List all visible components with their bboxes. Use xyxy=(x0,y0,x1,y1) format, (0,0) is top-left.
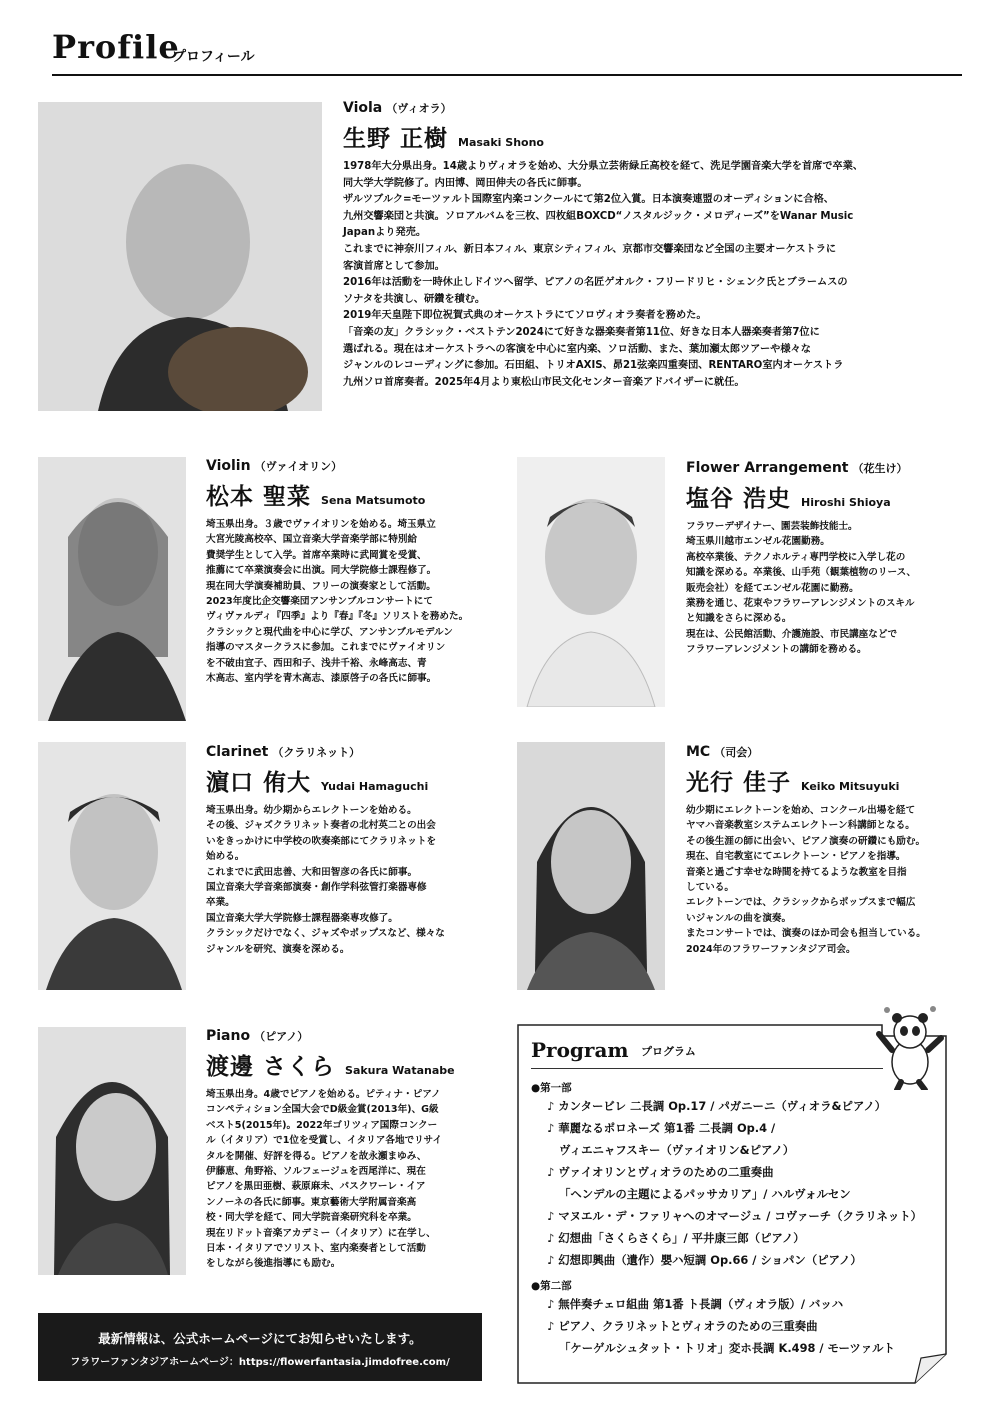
program-item: ヴィエニャフスキー（ヴァイオリン&ピアノ） xyxy=(559,1143,795,1157)
profile-bio: 1978年大分県出身。14歳よりヴィオラを始め、大分県立芸術緑丘高校を経て、洗足学園音楽大学を首席で卒業、 同大学大学院修了。内田博、岡田伸夫の各氏に師事。 ザルツブルク=モーツァルト国際室内楽コンクールにて第2位入賞。日本演奏連盟のオーディションに合格、 九州交響楽団と共演。ソロアルバムを三枚、四枚組BOXCD“ノスタルジック・メロディーズ”をWanar Music Japanより発売。 これまでに神奈川フィル、新日本フィル、東京シティフィル、京都市交響楽団など全国の主要オーケストラに 客演首席として参加。 2016年は活動を一時休止しドイツへ留学、ピアノの名匠ゲオルク・フリードリヒ・シェンク氏とブラームスの ソナタを共演し、研鑽を積む。 2019年天皇陛下即位祝賀式典のオーケストラにてソロヴィオラ奏者を務めた。 「音楽の友」クラシック・ベストテン2024にて好きな器楽奏者第11位、好きな日本人器楽奏者第7位に 選ばれる。現在はオーケストラへの客演を中心に室内楽、ソロ活動、また、葉加瀬太郎ツアーや様々な ジャンルのレコーディングに参加。石田組、トリオAXIS、昴21弦楽四重奏団、RENTARO室内オーケストラ 九州ソロ首席奏者。2025年4月より東松山市民文化センター音楽アドバイザーに就任。 xyxy=(343,161,864,388)
profile-name: 松本 聖菜 xyxy=(206,484,312,510)
program-item: ♪ 華麗なるポロネーズ 第1番 二長調 Op.4 / xyxy=(547,1121,776,1135)
profile-name-en: Hiroshi Shioya xyxy=(801,496,891,509)
portrait-man-viola-image xyxy=(38,102,322,411)
profile-bio: フラワーデザイナー、園芸装飾技能士。 埼玉県川越市エンゼル花園勤務。 高校卒業後、テクノホルティ専門学校に入学し花の 知識を深める。卒業後、山手苑（観葉植物のリース、 販売会社）を経てエンゼル花園に勤務。 業務を通じ、花束やフラワーアレンジメントのスキル と知識をさらに深める。 現在は、公民館活動、介護施設、市民講座などで フラワーアレンジメントの講師を務める。 xyxy=(686,521,917,656)
program-item: 「ヘンデルの主題によるパッサカリア」/ ハルヴォルセン xyxy=(559,1187,851,1201)
program-item: ♪ マヌエル・デ・ファリャへのオマージュ / コヴァーチ（クラリネット） xyxy=(547,1209,923,1223)
panda-mascot-icon xyxy=(875,1004,945,1090)
portrait-woman-mc-image xyxy=(517,742,665,990)
profile-name-en: Yudai Hamaguchi xyxy=(321,780,429,793)
profile-name: 光行 佳子 xyxy=(686,770,792,796)
profile-role: Flower Arrangement （花生け） xyxy=(686,460,908,476)
portrait-young-man-image xyxy=(38,742,186,990)
profile-piano xyxy=(206,1028,496,1272)
profile-role: Piano （ピアノ） xyxy=(206,1028,309,1044)
profile-role: Viola （ヴィオラ） xyxy=(343,100,452,116)
photo-hiroshi-shioya xyxy=(517,457,665,707)
profile-violin xyxy=(206,458,496,686)
footer-url: フラワーファンタジアホームページ：https://flowerfantasia.jimdofree.com/ xyxy=(70,1357,450,1368)
photo-sena-matsumoto xyxy=(38,457,186,721)
profile-name-en: Sena Matsumoto xyxy=(321,494,426,507)
profile-name-en: Sakura Watanabe xyxy=(345,1064,455,1077)
profile-bio: 幼少期にエレクトーンを始め、コンクール出場を経て ヤマハ音楽教室システムエレクトーン科講師となる。 その後生涯の師に出会い、ピアノ演奏の研鑽にも励む。 現在、自宅教室にてエレクトーン・ピアノを指導。 音楽と過ごす幸せな時間を持てるような教室を目指 している。 エレクトーンでは、クラシックからポップスまで幅広 いジャンルの曲を演奏。 またコンサートでは、演奏のほか司会も担当している。 2024年のフラワーファンタジア司会。 xyxy=(686,805,926,955)
footer-notice: 最新情報は、公式ホームページにてお知らせいたします。 xyxy=(98,1331,422,1346)
program-box xyxy=(517,1024,947,1384)
photo-yudai-hamaguchi xyxy=(38,742,186,990)
photo-masaki-shono xyxy=(38,102,322,411)
photo-sakura-watanabe xyxy=(38,1027,186,1275)
profile-flower xyxy=(686,460,976,658)
program-subtitle: プログラム xyxy=(641,1045,696,1058)
footer-banner xyxy=(38,1313,482,1381)
program-divider xyxy=(531,1068,883,1069)
profile-name-en: Masaki Shono xyxy=(458,136,544,149)
profile-role: Clarinet （クラリネット） xyxy=(206,744,361,760)
page-title: Profile xyxy=(52,28,180,66)
profile-name-en: Keiko Mitsuyuki xyxy=(801,780,900,793)
profile-name: 生野 正樹 xyxy=(343,126,449,152)
profile-name: 渡邊 さくら xyxy=(206,1054,336,1080)
profile-viola xyxy=(343,100,963,391)
profile-bio: 埼玉県出身。4歳でピアノを始める。ピティナ・ピアノ コンペティション全国大会でD級金賞(2013年)、G級 ベスト5(2015年)。2022年ゴリツィア国際コンクー ル（イタリア）で1位を受賞し、イタリア各地でリサイ タルを開催、好評を得る。ピアノを故永瀬まゆみ、 伊藤恵、角野裕、ソルフェージュを西尾洋に、現在 ピアノを黒田亜樹、萩原麻未、パスクワーレ・イア ンノーネの各氏に師事。東京藝術大学附属音楽高 校・同大学を経て、同大学院音楽研究科を卒業。 現在リドット音楽アカデミー（イタリア）に在学し、 日本・イタリアでソリスト、室内楽奏者として活動 をしながら後進指導にも励む。 xyxy=(206,1089,443,1270)
portrait-woman-piano-image xyxy=(38,1027,186,1275)
program-item: ♪ 幻想即興曲（遺作）嬰ハ短調 Op.66 / ショパン（ピアノ） xyxy=(547,1253,862,1267)
program-item: ♪ ヴァイオリンとヴィオラのための二重奏曲 xyxy=(547,1165,774,1179)
portrait-man-glasses-image xyxy=(517,457,665,707)
program-part1-heading: ●第一部 xyxy=(531,1082,572,1094)
program-item: ♪ カンタービレ 二長調 Op.17 / パガニーニ（ヴィオラ&ピアノ） xyxy=(547,1099,887,1113)
profile-role: Violin （ヴァイオリン） xyxy=(206,458,343,474)
program-part2-heading: ●第二部 xyxy=(531,1280,572,1292)
profile-name: 濵口 侑大 xyxy=(206,770,312,796)
program-item: ♪ 幻想曲「さくらさくら」/ 平井康三郎（ピアノ） xyxy=(547,1231,805,1245)
program-item: ♪ 無伴奏チェロ組曲 第1番 ト長調（ヴィオラ版）/ バッハ xyxy=(547,1297,844,1311)
page-subtitle: プロフィール xyxy=(172,49,255,65)
profile-bio: 埼玉県出身。３歳でヴァイオリンを始める。埼玉県立 大宮光陵高校卒、国立音楽大学音楽学部に特別給 費奨学生として入学。首席卒業時に武岡賞を受賞、 推薦にて卒業演奏会に出演。同大学院修士課程修了。 現在同大学演奏補助員、フリーの演奏家として活動。 2023年度比企交響楽団アンサンブルコンサートにて ヴィヴァルディ『四季』より『春』『冬』ソリストを務めた。 クラシックと現代曲を中心に学び、アンサンブルモデルン 指導のマスタークラスに参加。これまでにヴァイオリン を不破由宜子、西田和子、浅井千裕、永峰高志、青 木高志、室内学を青木高志、漆原啓子の各氏に師事。 xyxy=(206,519,469,685)
program-title: Program xyxy=(531,1038,629,1062)
profile-clarinet xyxy=(206,744,496,957)
profile-bio: 埼玉県出身。幼少期からエレクトーンを始める。 その後、ジャズクラリネット奏者の北村英二との出会 いをきっかけに中学校の吹奏楽部にてクラリネットを 始める。 これまでに武田忠善、大和田智彦の各氏に師事。 国立音楽大学音楽部演奏・創作学科弦管打楽器専修 卒業。 国立音楽大学大学院修士課程器楽専攻修了。 クラシックだけでなく、ジャズやポップスなど、様々な ジャンルを研究、演奏を深める。 xyxy=(206,805,445,955)
program-item: 「ケーゲルシュタット・トリオ」変ホ長調 K.498 / モーツァルト xyxy=(559,1341,895,1355)
page-header xyxy=(52,28,962,76)
program-item: ♪ ピアノ、クラリネットとヴィオラのための三重奏曲 xyxy=(547,1319,818,1333)
profile-name: 塩谷 浩史 xyxy=(686,486,792,512)
profile-mc xyxy=(686,744,976,957)
photo-keiko-mitsuyuki xyxy=(517,742,665,990)
profile-role: MC （司会） xyxy=(686,744,759,760)
portrait-woman-violin-image xyxy=(38,457,186,721)
